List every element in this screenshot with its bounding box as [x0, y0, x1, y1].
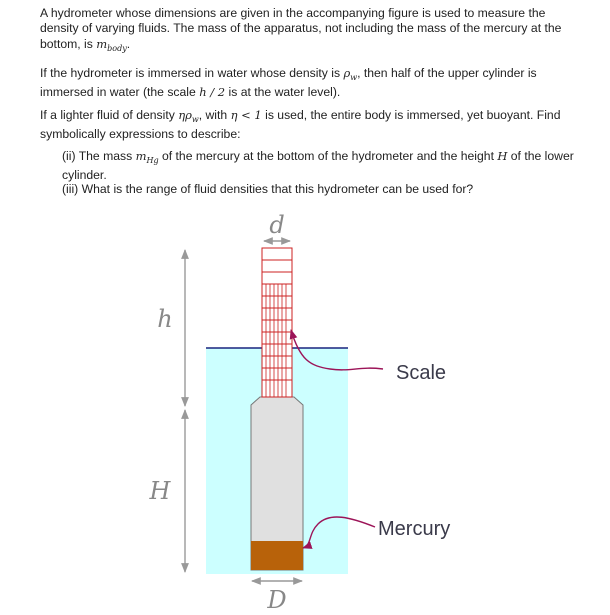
rho-w-symbol: ρ	[343, 66, 351, 80]
H-symbol: H	[497, 149, 508, 163]
problem-text-2b: , then half of the upper cylinder is immersed in water (the scale	[40, 66, 537, 100]
mercury-fill	[251, 541, 303, 570]
label-H: H	[149, 477, 171, 505]
question-ii-text-b: of the mercury at the bottom of the hydrometer and the height	[162, 149, 494, 163]
label-D: D	[267, 586, 287, 614]
m-hg-symbol: m	[135, 149, 147, 163]
label-mercury: Mercury	[378, 518, 451, 540]
question-iii-text: (iii) What is the range of fluid densities that this hydrometer can be used for?	[62, 182, 474, 196]
problem-text-3c: is used, the entire body is immersed, yet buoyant. Find symbolically expressions to describe:	[40, 108, 561, 142]
question-ii-text-a: (ii) The mass	[62, 149, 133, 163]
problem-text-2a: If the hydrometer is immersed in water whose density is	[40, 66, 341, 80]
eta-rho-subscript: w	[191, 115, 199, 124]
upper-cylinder-scale	[262, 248, 292, 397]
eta-inequality: η < 1	[230, 108, 262, 122]
problem-text-3a: If a lighter fluid of density	[40, 108, 175, 122]
problem-paragraph-1: A hydrometer whose dimensions are given in the accompanying figure is used to measure the density of varying fluids. The mass of the apparatus, not including the mass of the mercury at the bottom, is $m_{body}$.	[40, 6, 562, 53]
eta-rho-symbol: ηρ	[178, 108, 192, 122]
m-body-symbol: m	[96, 36, 108, 51]
problem-text-2c: is at the water level).	[228, 85, 341, 100]
label-d: d	[269, 211, 285, 239]
label-scale: Scale	[396, 362, 447, 384]
rho-w-subscript: w	[350, 73, 358, 82]
h-half-symbol: h / 2	[199, 85, 226, 100]
m-hg-subscript: Hg	[146, 156, 159, 165]
problem-text-3b: , with	[198, 108, 228, 122]
label-h: h	[157, 305, 173, 333]
m-body-subscript: body	[107, 43, 127, 53]
problem-text-1: A hydrometer whose dimensions are given in the accompanying figure is used to measure the density of varying fluids. The mass of the apparatus, not including the mass of the mercury at the bottom, is	[40, 6, 562, 51]
question-ii-text-c: of the lower cylinder.	[62, 149, 574, 183]
